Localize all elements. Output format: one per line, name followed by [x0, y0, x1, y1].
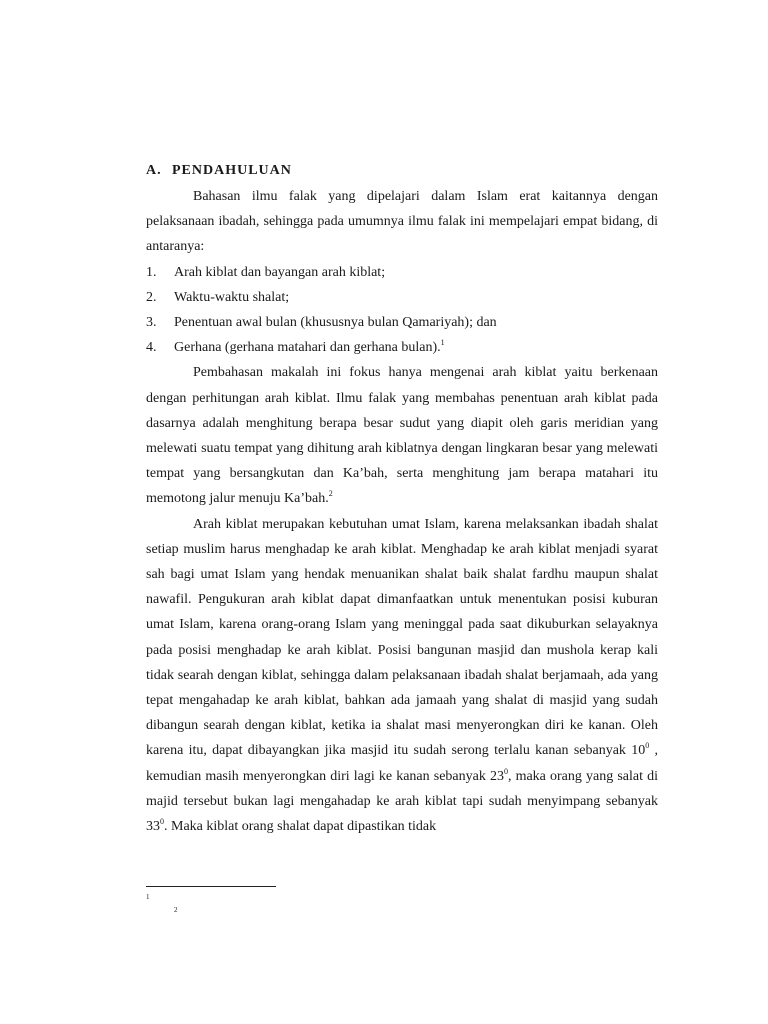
list-item: [146, 260, 658, 285]
list-number: 1.: [146, 264, 157, 280]
topic-list: [146, 260, 658, 361]
paragraph-text: , maka orang yang salat di majid tersebut bukan lagi mengahadap ke arah kiblat tapi sudah menyimpang sebanyak 33: [146, 768, 658, 835]
footnote-ref[interactable]: 1: [440, 338, 445, 348]
list-item: [146, 310, 658, 335]
body-paragraph-2: [146, 360, 658, 511]
list-number: 3.: [146, 314, 157, 330]
body-paragraph-3: [146, 512, 658, 840]
list-number: 4.: [146, 340, 157, 356]
list-number: 2.: [146, 289, 157, 305]
intro-paragraph: Bahasan ilmu falak yang dipelajari dalam Islam erat kaitannya dengan pelaksanaan ibadah, sehingga pada umumnya ilmu falak ini mempelajari empat bidang, di antaranya:: [146, 189, 658, 255]
section-heading: [146, 158, 658, 184]
list-item: [146, 335, 658, 360]
section-title: PENDAHULUAN: [172, 163, 292, 178]
paragraph-text: Pembahasan makalah ini fokus hanya mengenai arah kiblat yaitu berkenaan dengan perhitungan arah kiblat. Ilmu falak yang membahas penentuan arah kiblat pada dasarnya adalah menghitung berapa besar sudut yang diapit oleh garis meridian yang melewati suatu tempat yang dihitung arah kiblatnya dengan lingkaran besar yang melewati tempat yang bersangkutan dan Ka’bah, serta menghitung jam berapa matahari itu memotong jalur menuju Ka’bah.: [146, 365, 658, 507]
list-text: Arah kiblat dan bayangan arah kiblat;: [174, 264, 386, 280]
list-text: Penentuan awal bulan (khususnya bulan Qamariyah); dan: [174, 314, 497, 330]
footnote-1-marker: 1: [146, 893, 150, 901]
list-item: [146, 285, 658, 310]
footnote-separator: [146, 886, 276, 887]
list-text: Waktu-waktu shalat;: [174, 289, 290, 305]
degree-superscript: 0: [503, 766, 508, 776]
document-body: [146, 158, 658, 839]
paragraph-text: Arah kiblat merupakan kebutuhan umat Islam, karena melaksankan ibadah shalat setiap muslim harus menghadap ke arah kiblat. Menghadap ke arah kiblat menjadi syarat sah bagi umat Islam yang hendak menuanikan shalat baik shalat fardhu maupun shalat nawafil. Pengukuran arah kiblat dapat dimanfaatkan untuk menentukan posisi kuburan umat Islam, karena orang-orang Islam yang meninggal pada saat dikuburkan selayaknya pada posisi menghadap ke arah kiblat. Posisi bangunan masjid dan mushola kerap kali tidak searah dengan kiblat, sehingga dalam pelaksanaan ibadah shalat berjamaah, ada yang tepat mengahadap ke arah kiblat, bahkan ada jamaah yang shalat di masjid yang sudah dibangun searah dengan kiblat, ketika ia shalat masi menyerongkan diri ke kanan. Oleh karena itu, dapat dibayangkan jika masjid itu sudah serong terlalu kanan sebanyak 10: [146, 516, 658, 759]
footnote-ref[interactable]: 2: [328, 489, 333, 499]
footnote-2-marker: 2: [174, 906, 178, 914]
paragraph-text: , kemudian masih menyerongkan diri lagi ke kanan sebanyak 23: [146, 743, 658, 784]
degree-superscript: 0: [160, 817, 164, 827]
paragraph-text: . Maka kiblat orang shalat dapat dipastikan tidak: [164, 819, 437, 835]
list-text-body: Gerhana (gerhana matahari dan gerhana bulan).: [174, 340, 441, 356]
section-number: A.: [146, 163, 162, 178]
degree-superscript: 0: [645, 741, 650, 751]
list-text: [174, 335, 445, 360]
